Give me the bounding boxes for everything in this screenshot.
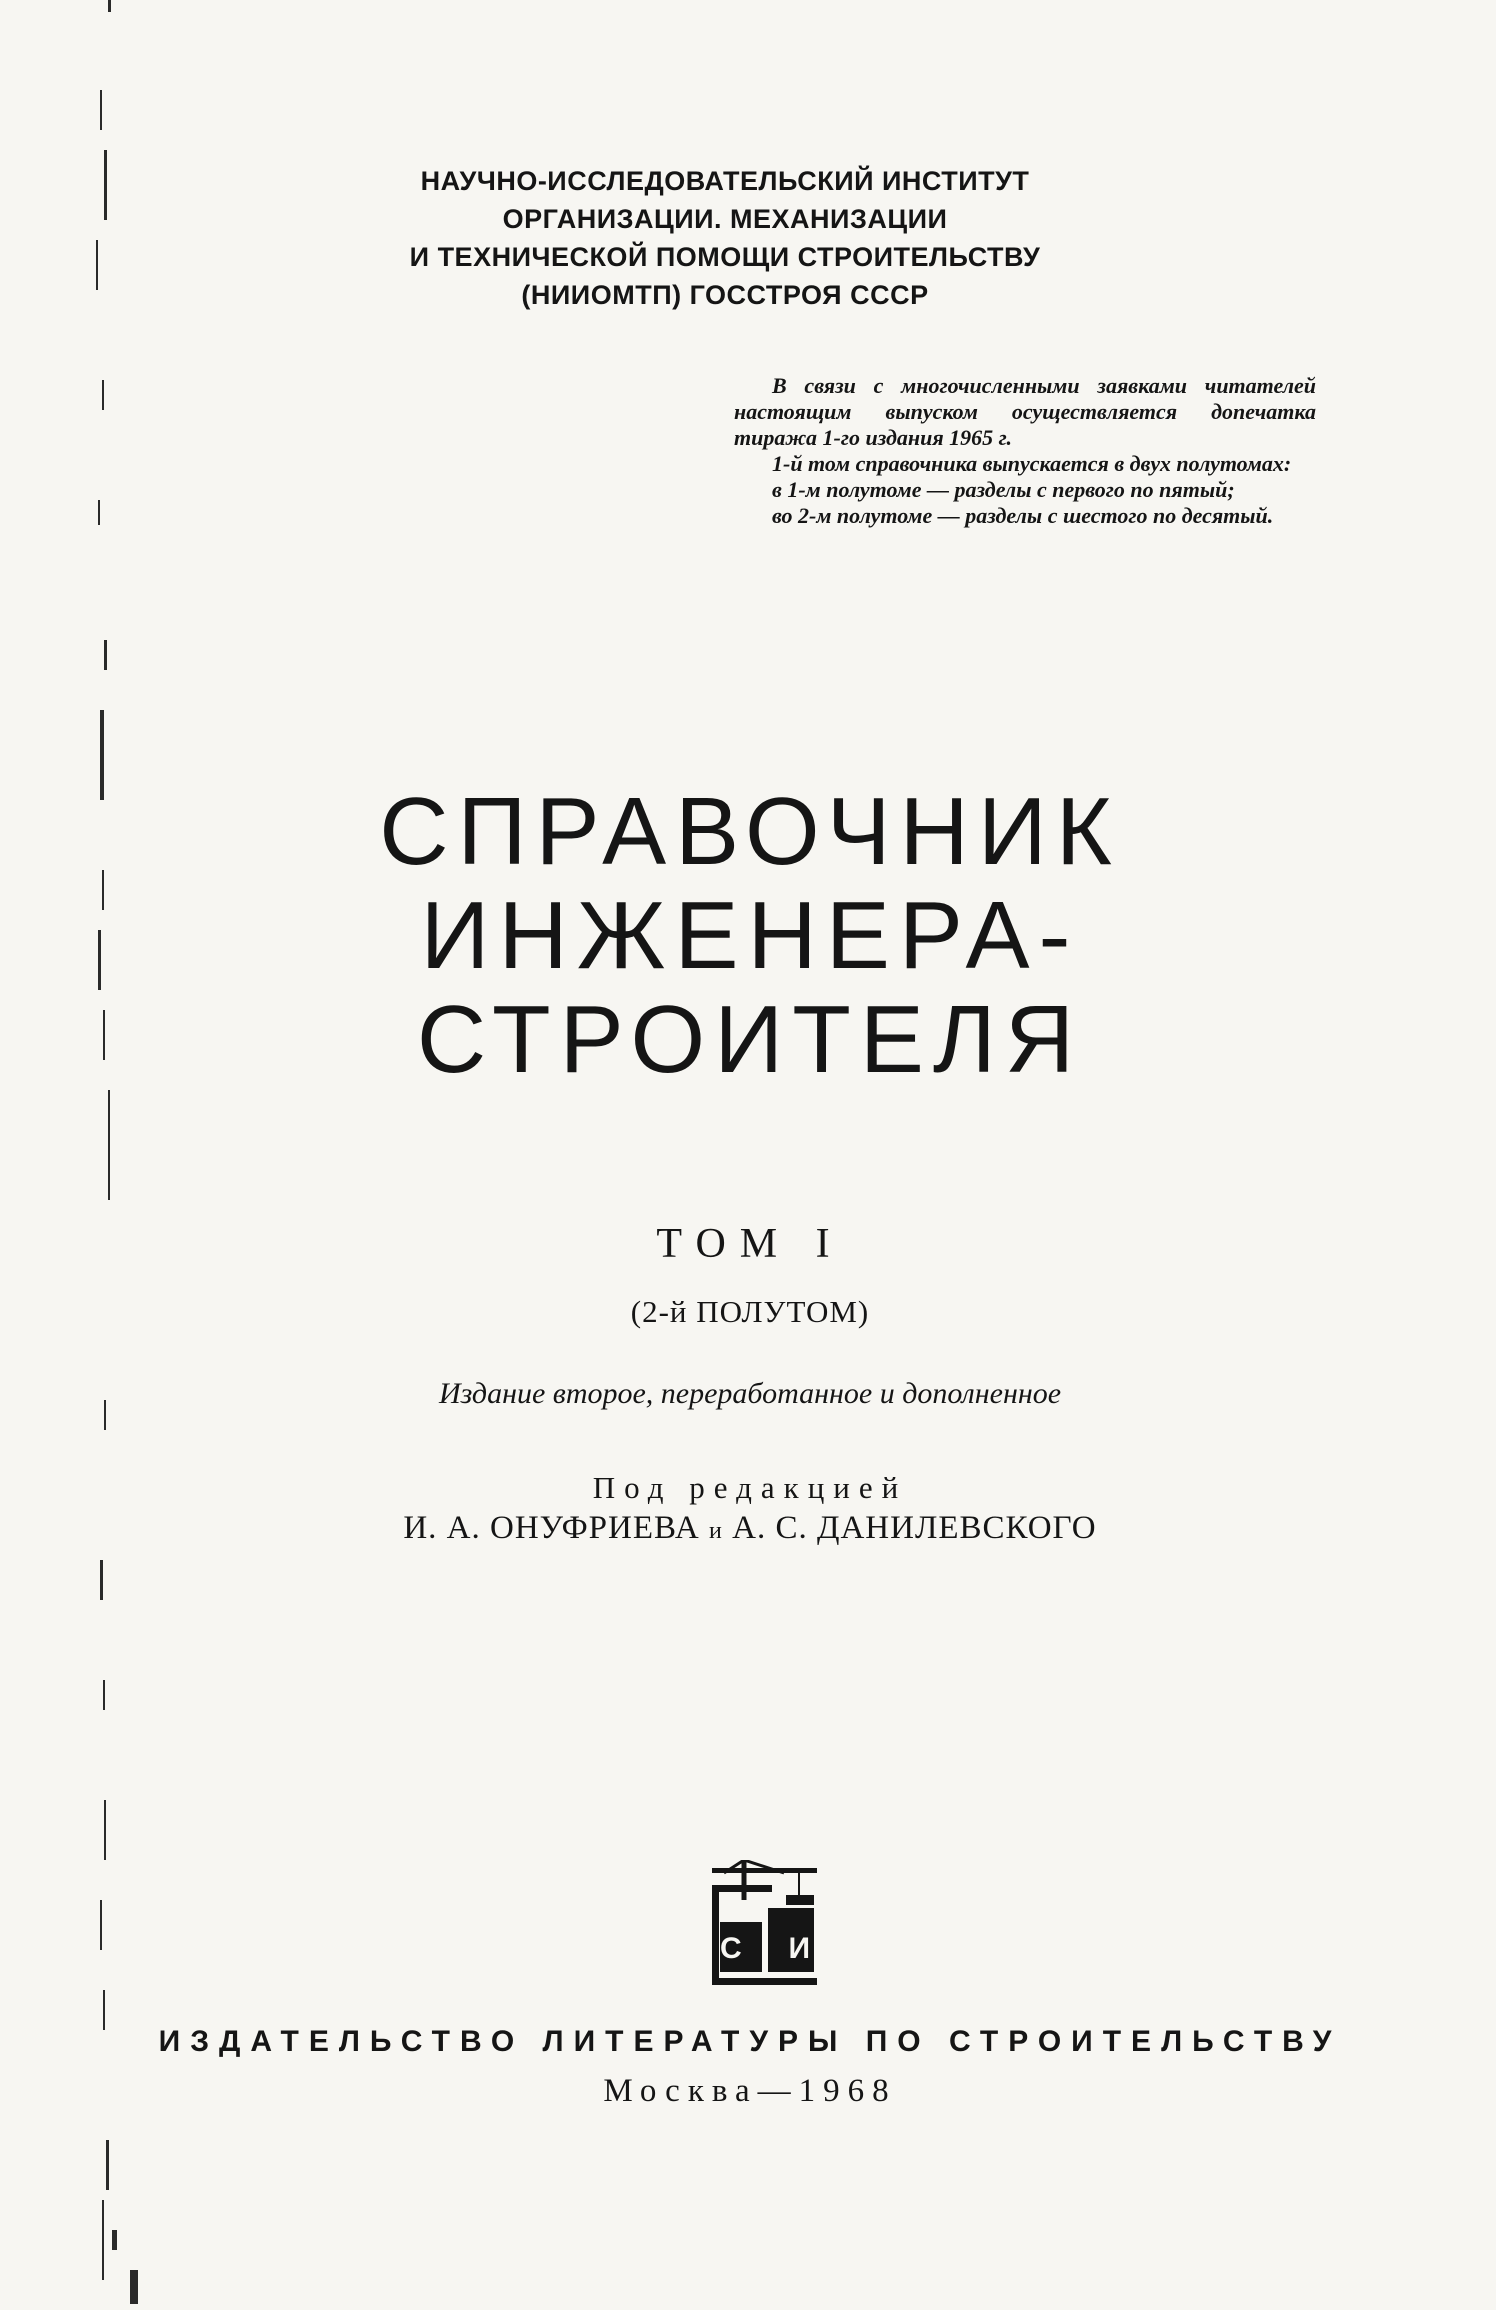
title-line: СТРОИТЕЛЯ [416, 986, 1084, 1093]
publisher-name: ИЗДАТЕЛЬСТВО ЛИТЕРАТУРЫ ПО СТРОИТЕЛЬСТВУ [158, 2025, 1342, 2058]
book-title [300, 780, 1200, 1092]
logo-letter: И [788, 1932, 810, 1965]
editors-names [250, 1510, 1250, 1547]
title-line: СПРАВОЧНИК [379, 778, 1121, 885]
half-volume-label: (2-й ПОЛУТОМ) [630, 1294, 870, 1329]
institute-line: НАУЧНО-ИССЛЕДОВАТЕЛЬСКИЙ ИНСТИТУТ [420, 166, 1030, 196]
reprint-note [734, 373, 1316, 529]
logo-letter: С [720, 1932, 742, 1965]
volume-label: ТОМ I [656, 1221, 844, 1267]
editors-conjunction: и [709, 1518, 723, 1544]
note-paragraph: В связи с многочисленными заявками читателей настоящим выпуском осуществляется допечатка тиража 1-го издания 1965 г. [734, 373, 1316, 450]
city-year: Москва—1968 [603, 2073, 897, 2109]
note-paragraph: во 2-м полутоме — разделы с шестого по десятый. [772, 503, 1274, 528]
title-line: ИНЖЕНЕРА- [420, 882, 1080, 989]
logo-letters [720, 1932, 810, 1966]
binding-edge-marks [0, 0, 150, 2310]
institute-line: И ТЕХНИЧЕСКОЙ ПОМОЩИ СТРОИТЕЛЬСТВУ [409, 242, 1041, 272]
note-paragraph: в 1-м полутоме — разделы с первого по пятый; [772, 477, 1235, 502]
note-paragraph: 1-й том справочника выпускается в двух полутомах: [772, 451, 1292, 476]
institute-line: (НИИОМТП) ГОССТРОЯ СССР [521, 280, 929, 310]
editor-name: И. А. ОНУФРИЕВА [403, 1510, 700, 1546]
edition-label: Издание второе, переработанное и дополненное [438, 1377, 1062, 1410]
editors-label: Под редакцией [592, 1470, 908, 1505]
institute-line: ОРГАНИЗАЦИИ. МЕХАНИЗАЦИИ [502, 204, 948, 234]
institute-header [300, 162, 1150, 314]
publisher-logo-crane-icon [704, 1860, 822, 1985]
editor-name: А. С. ДАНИЛЕВСКОГО [732, 1510, 1097, 1546]
